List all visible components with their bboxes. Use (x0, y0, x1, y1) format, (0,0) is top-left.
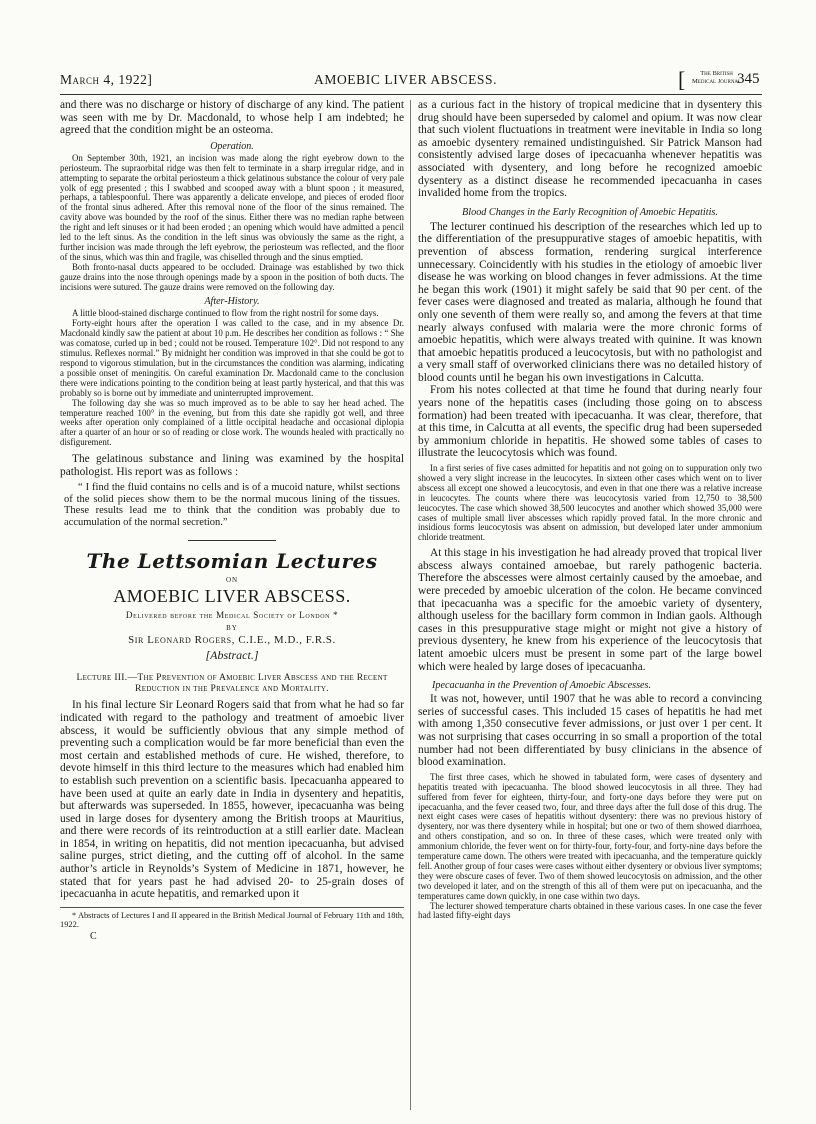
paragraph: Both fronto-nasal ducts appeared to be occluded. Drainage was established by two thick gauze drains into the nose through openings made by a spoon in the position of both ducts. The incisions were sutured. The gauze drains were removed on the following day. (60, 261, 404, 292)
journal-name-line2: Medical Journal (692, 77, 742, 85)
journal-name (692, 70, 741, 85)
footnote-rule (60, 907, 404, 908)
lecture-heading: Lecture III.—The Prevention of Amoebic Liver Abscess and the Recent Reduction in the Prevalence and Mortality. (76, 672, 388, 695)
header-bracket: [ (678, 67, 686, 92)
by-label: BY (226, 624, 238, 633)
section-heading-after-history: After-History. (204, 296, 260, 308)
paragraph: The lecturer continued his description of the researches which led up to the differentiation of the presuppurative stages of amoebic hepatitis, with prevention of abscess formation, rendering surgical interference unnecessary. Coincidently with his studies in the etiology of amoebic liver disease he was working on blood changes in fever admissions. At the time he began this work (1901) it might safely be said that 90 per cent. of the fever cases were diagnosed and treated as malaria, although he found that only one seventh of them were really so, and among the fevers at that time nearly always confused with malaria were the more chronic forms of amoebic hepatitis, which were always treated with quinine. It was known that amoebic hepatitis produced a leucocytosis, but with no pathologist and a very small staff of overworked clinicians there was no detailed history of blood counts until he began his own investigations in Calcutta. (418, 220, 762, 384)
paragraph: The lecturer showed temperature charts obtained in these various cases. In one case the fever had lasted fifty-eight days (418, 900, 762, 921)
on-label: ON (225, 576, 239, 585)
section-heading-operation: Operation. (210, 140, 254, 152)
paragraph: At this stage in his investigation he had already proved that tropical liver abscess always contained amoebae, but rarely pathogenic bacteria. Therefore the abscesses were almost certainly caused by the amoebae, and were preceded by amoebic ulceration of the colon. He became convinced that ipecacuanha was a specific for the amoebic variety of dysentery, although useless for the bacillary form common in Indian gaols. Although cases in this presuppurative stage might or might not give a history of previous dysentery, he knew from his experience of the leucocytosis that latent amoebic ulcers must be present in some part of the large bowel which were healed by large doses of ipecacuanha. (418, 547, 762, 673)
author-line: Sir Leonard Rogers, C.I.E., M.D., F.R.S. (128, 634, 336, 647)
journal-name-line1: The British (700, 70, 733, 77)
right-column (418, 99, 762, 921)
paragraph: The gelatinous substance and lining was examined by the hospital pathologist. His report was as follows : (60, 453, 404, 478)
running-header (60, 67, 762, 92)
paragraph: and there was no discharge or history of discharge of any kind. The patient was seen with me by Dr. Macdonald, to whose help I am indebted; he agreed that the condition might be an osteoma. (60, 99, 404, 137)
section-heading-blood-changes: Blood Changes in the Early Recognition of Amoebic Hepatitis. (462, 206, 718, 218)
lectures-title: The Lettsomian Lectures (86, 549, 378, 574)
paragraph: In his final lecture Sir Leonard Rogers said that from what he had so far indicated with regard to the pathology and treatment of amoebic liver abscess, it would be sufficiently obvious that any simple method of preventing such a complication would be far more beneficial than even the most certain and established methods of cure. He wished, therefore, to devote himself in this third lecture to the measures which had enabled him to establish such prevention on a scientific basis. Ipecacuanha appeared to have been used at quite an early date in India in dysentery and hepatitis, but afterwards was superseded. In 1855, however, ipecacuanha was being used in large doses for dysentery among the British troops at Mauritius, and there were records of its reintroduction at a still earlier date. Maclean in 1854, in writing on hepatitis, did not mention ipecacuanha, but advised saline purges, strict dieting, and the cutting off of alcohol. In the same author’s article in Reynolds’s System of Medicine in 1871, however, he stated that for years past he had advised 20- to 25-grain doses of ipecacuanha in acute hepatitis, and remarked upon it (60, 699, 404, 901)
footnote: * Abstracts of Lectures I and II appeared in the British Medical Journal of February 11th and 18th, 1922. (60, 910, 404, 930)
paragraph: In a first series of five cases admitted for hepatitis and not going on to suppuration only two showed a very slight increase in the leucocytes. In sixteen other cases which went on to liver abscess all except one showed a leucocytosis, and even in that one there was a relative increase in leucocytes. The counts where there was leucocytosis varied from 12,750 to 38,500 leucocytes. The case which showed 38,500 leucocytes and another which showed 35,000 were cases of multiple small liver abscesses which rapidly proved fatal. In the more chronic and insidious forms leucocytosis was absent on admission, but developed later under ammonium chloride treatment. (418, 463, 762, 543)
column-divider (410, 100, 411, 1110)
section-divider (188, 540, 276, 541)
section-heading-ipecacuanha: Ipecacuanha in the Prevention of Amoebic Abscesses. (432, 680, 652, 692)
header-rule (60, 94, 762, 95)
paragraph: as a curious fact in the history of tropical medicine that in dysentery this drug should have been superseded by calomel and opium. It was now clear that such violent fluctuations in treatment were inevitable in India so long as amoebic dysentery remained undistinguished. Sir Patrick Manson had consistently advised large doses of ipecacuanha whenever hepatitis was associated with dysentery, and long before he recognized amoebic dysentery as a distinct disease he recommended ipecacuanha in cases invalided home from the tropics. (418, 99, 762, 200)
paragraph: It was not, however, until 1907 that he was able to record a convincing series of successful cases. This included 15 cases of hepatitis he had met with among 1,350 consecutive fever admissions, or just over 1 per cent. It was not surprising that cases occurring in so small a proportion of the total number had not been differentiated by busy clinicians in the absence of blood examination. (418, 693, 762, 769)
page-number: 345 (737, 71, 760, 87)
signature-mark: C (90, 930, 97, 942)
running-title: AMOEBIC LIVER ABSCESS. (314, 72, 498, 87)
left-column (60, 99, 404, 942)
pathologist-quote: “ I find the fluid contains no cells and is of a mucoid nature, whilst sections of the solid pieces show them to be the normal mucous lining of the tissues. These results lead me to think that the condition was probably due to accumulation of the normal secretion.” (64, 482, 400, 528)
paragraph: The following day she was so much improved as to be able to say her head ached. The temperature reached 100° in the evening, but from this date she rapidly got well, and three weeks after operation only complained of a little occipital headache and occasional diplopia after a quarter of an hour or so of reading or close work. The wounds healed with practically no disfigurement. (60, 397, 404, 448)
abstract-label: [Abstract.] (205, 648, 259, 663)
paragraph: From his notes collected at that time he found that during nearly four years none of the hepatitis cases (including those going on to abscess formation) had been treated with ipecacuanha. It was clear, therefore, that at this time, in Calcutta at all events, the specific drug had been superseded by ammonium chloride in hepatitis. He showed some tables of cases to illustrate the leucocytosis which was found. (418, 384, 762, 460)
paragraph: A little blood-stained discharge continued to flow from the right nostril for some days. (72, 308, 379, 319)
paragraph: On September 30th, 1921, an incision was made along the right eyebrow down to the periosteum. The supraorbital ridge was then felt to terminate in a sharp irregular ridge, and in attempting to separate the orbital periosteum a thick gelatinous substance the colour of very pale yolk of egg presented ; this I swabbed and scooped away with a blunt spoon ; it measured, perhaps, a tablespoonful. There was apparently a delicate envelope, and pieces of eroded floor of the frontal sinus adhered. After this removal none of the floor of the sinus remained. The cavity above was bounded by the roof of the sinus. Either there was no median raphe between the right and left sinuses or it had been eroded ; an opening which would have admitted a pencil led to the left sinus. As the condition in the left sinus was obviously the same as the right, a further incision was made through the left eyebrow, the periosteum was reflected, and the floor of the sinus, which was thin and fragile, was chiselled through and the sinus emptied. (60, 152, 404, 262)
paragraph: The first three cases, which he showed in tabulated form, were cases of dysentery and hepatitis treated with ipecacuanha. The blood showed leucocytosis in all three. They had suffered from fever for eighteen, thirty-four, and forty-one days before they were put on ipecacuanha, and the fever ceased two, four, and three days after the full dose of this drug. The next eight cases were cases of hepatitis without dysentery: there was no previous history of dysentery, nor was there dysentery while in hospital; but one or two of them showed diarrhoea, and others constipation, and so on. In three of these cases, which were treated only with ammonium chloride, the fever went on for thirty-four, forty-four, and forty-nine days before the temperature came down. The others were treated with ipecacuanha, and the temperature quickly fell. Another group of four cases were cases without either dysentery or obvious liver symptoms; they were obscure cases of fever. Two of them showed leucocytosis on admission, and the other two developed it later, and on the strength of this all of them were put on ipecacuanha, and the temperatures came down quickly, in one case within two days. (418, 771, 762, 901)
delivered-line: Delivered before the Medical Society of London * (125, 610, 339, 621)
paragraph: Forty-eight hours after the operation I was called to the case, and in my absence Dr. Macdonald kindly saw the patient at about 10 p.m. He describes her condition as follows : “ She was comatose, curled up in bed ; could not be roused. Temperature 102°. Did not respond to any stimulus. Reflexes normal.” By midnight her condition was improved in that she could be got to respond to vigorous stimulation, but in the circumstances the condition was alarming, indicating a possible onset of meningitis. On careful examination Dr. Macdonald came to the conclusion there were indications pointing to the condition being at least partly hysterical, and that this was probably so is borne out by immediate and uninterrupted improvement. (60, 318, 404, 398)
article-title: AMOEBIC LIVER ABSCESS. (113, 586, 351, 607)
issue-date: March 4, 1922] (60, 72, 153, 87)
